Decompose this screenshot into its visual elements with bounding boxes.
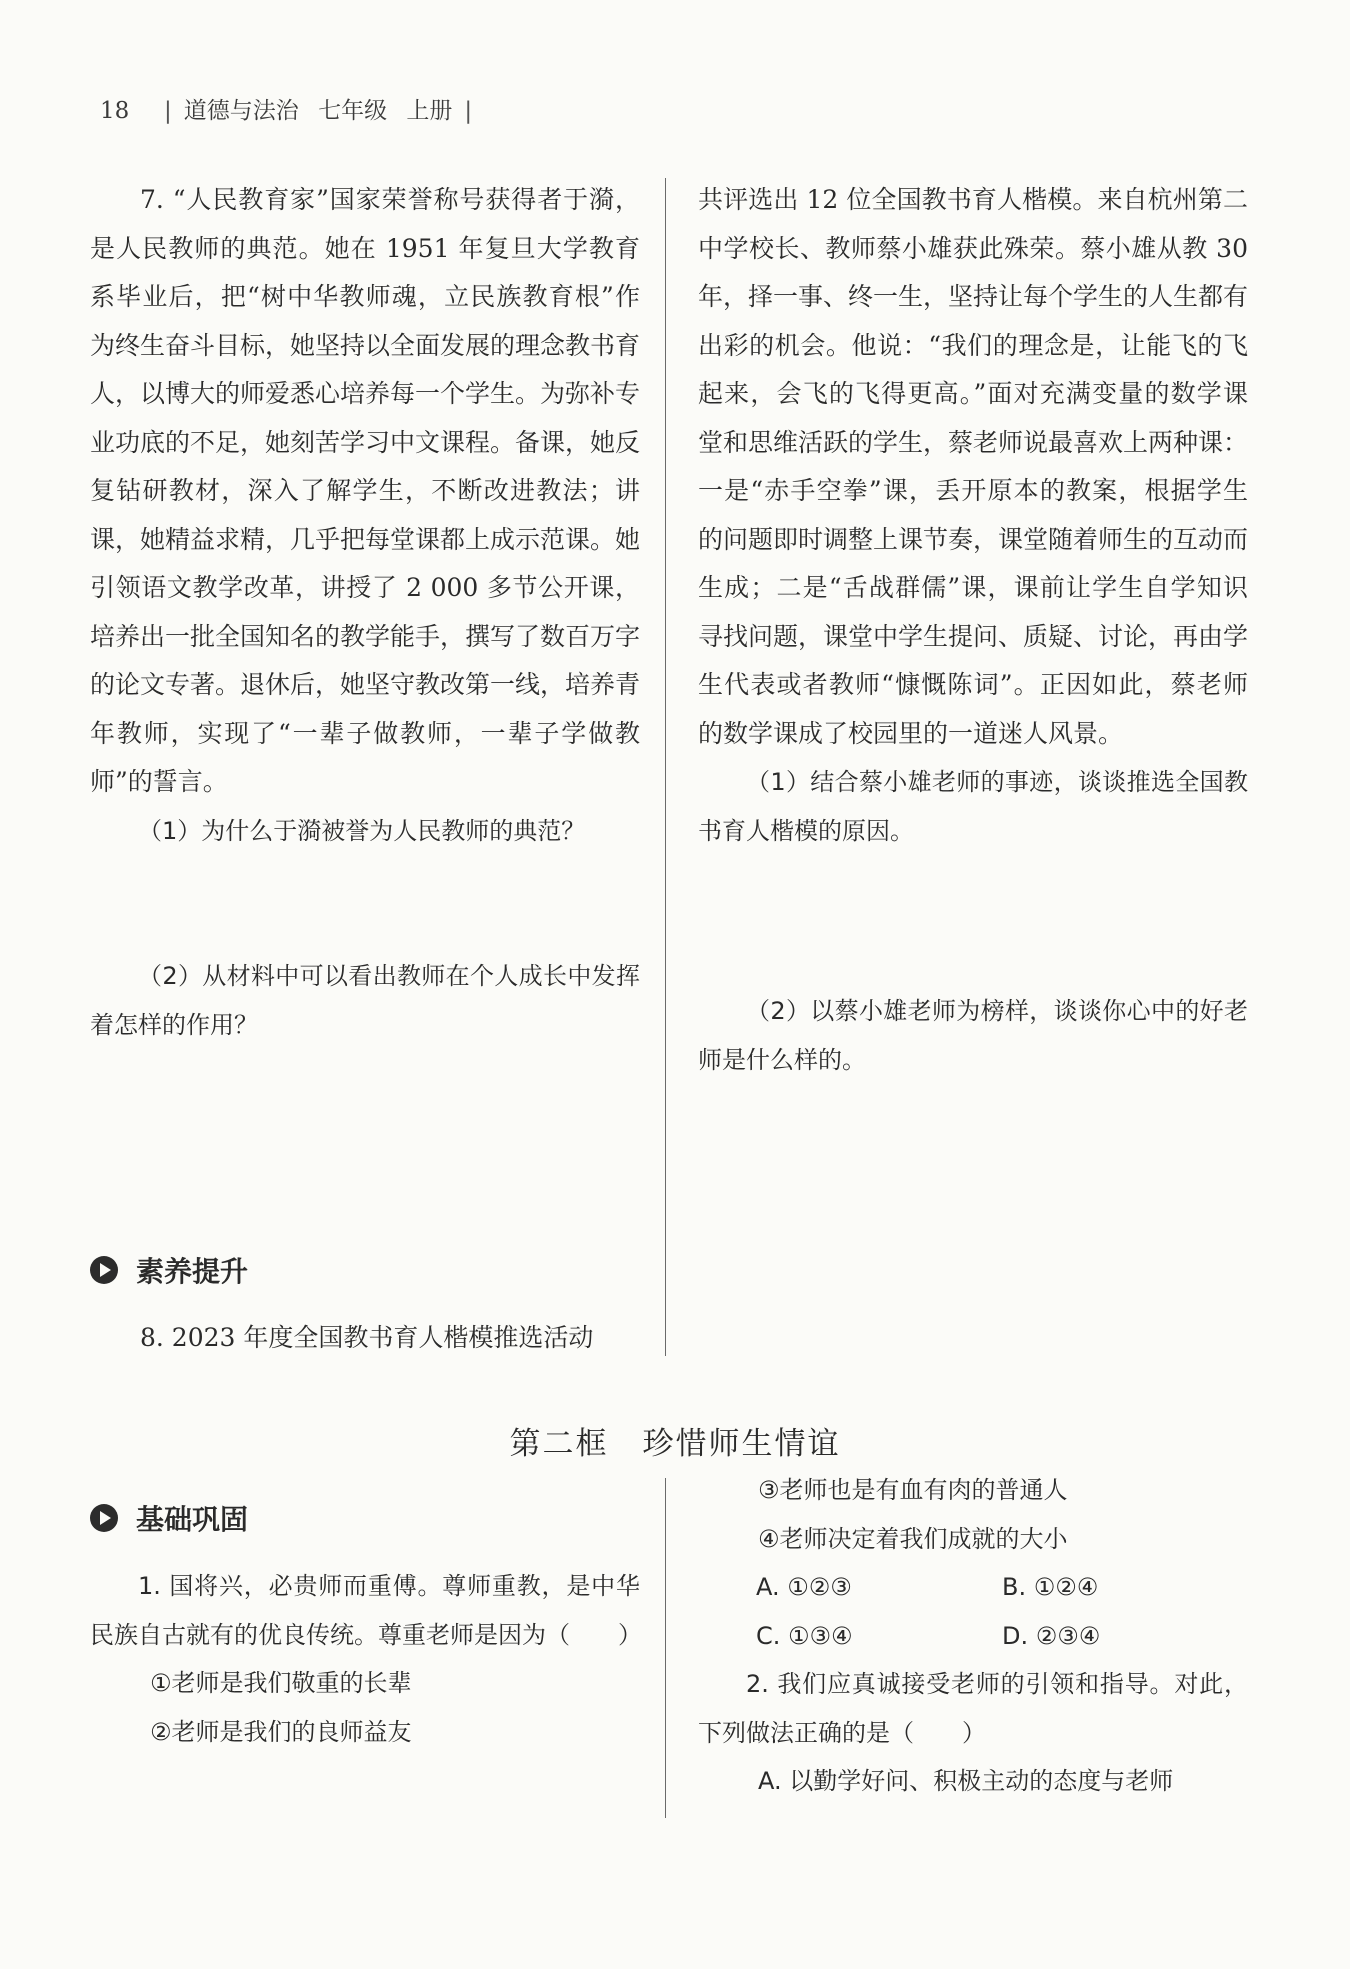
- b1-choices-row1: [698, 1563, 1248, 1612]
- section-heading-upgrade: 素养提升: [90, 1250, 248, 1290]
- q7-sub2: （2）从材料中可以看出教师在个人成长中发挥着怎样的作用？: [90, 962, 640, 1039]
- page-header: 18 | 道德与法治 七年级 上册 |: [100, 98, 473, 124]
- page-number: 18: [100, 98, 130, 124]
- b2-stem: 2. 我们应真诚接受老师的引领和指导。对此，下列做法正确的是（ ）: [698, 1670, 1248, 1747]
- basic-question-1: [90, 1562, 640, 1756]
- b1-option-2: ②老师是我们的良师益友: [150, 1717, 412, 1746]
- q7-sub1: （1）为什么于漪被誉为人民教师的典范？: [138, 816, 586, 845]
- book-title: 道德与法治: [183, 98, 299, 124]
- b1-option-4: ④老师决定着我们成就的大小: [758, 1524, 1068, 1553]
- volume-label: 上册: [406, 98, 453, 124]
- choice-a: A. ①②③: [756, 1573, 852, 1601]
- q7-passage: 7. “人民教育家”国家荣誉称号获得者于漪，是人民教师的典范。她在 1951 年复旦大学教育系毕业后，把“树中华教师魂，立民族教育根”作为终生奋斗目标，她坚持以全面发展的理念教书育人，以博大的师爱悉心培养每一个学生。为弥补专业功底的不足，她刻苦学习中文课程。备课，她反复钻研教材，深入了解学生，不断改进教法；讲课，她精益求精，几乎把每堂课都上成示范课。她引领语文教学改革，讲授了 2 000 多节公开课，培养出一批全国知名的教学能手，撰写了数百万字的论文专著。退休后，她坚守教改第一线，培养青年教师，实现了“一辈子做教师，一辈子学做教师”的誓言。: [90, 185, 641, 796]
- choice-b: B. ①②④: [1002, 1573, 1099, 1601]
- choice-d: D. ②③④: [1002, 1621, 1101, 1650]
- grade-label: 七年级: [318, 98, 388, 124]
- basic-question-1-continued: [698, 1466, 1248, 1806]
- play-circle-icon: [90, 1504, 118, 1532]
- b1-option-1: ①老师是我们敬重的长辈: [150, 1669, 412, 1697]
- play-circle-icon: [90, 1256, 118, 1284]
- b1-stem: 1. 国将兴，必贵师而重傅。尊师重教，是中华民族自古就有的优良传统。尊重老师是因为（ ）: [90, 1572, 642, 1649]
- b1-option-3: ③老师也是有血有肉的普通人: [758, 1476, 1068, 1504]
- q8-sub2: （2）以蔡小雄老师为榜样，谈谈你心中的好老师是什么样的。: [698, 997, 1248, 1074]
- column-divider: [665, 178, 666, 1356]
- q8-passage: 共评选出 12 位全国教书育人楷模。来自杭州第二中学校长、教师蔡小雄获此殊荣。蔡小雄从教 30 年，择一事、终一生，坚持让每个学生的人生都有出彩的机会。他说：“我们的理念是，让能飞的飞起来，会飞的飞得更高。”面对充满变量的数学课堂和思维活跃的学生，蔡老师说最喜欢上两种课：一是“赤手空拳”课，丢开原本的教案，根据学生的问题即时调整上课节奏，课堂随着师生的互动而生成；二是“舌战群儒”课，课前让学生自学知识寻找问题，课堂中学生提问、质疑、讨论，再由学生代表或者教师“慷慨陈词”。正因如此，蔡老师的数学课成了校园里的一道迷人风景。: [698, 185, 1249, 748]
- q8-sub1: （1）结合蔡小雄老师的事迹，谈谈推选全国教书育人楷模的原因。: [698, 768, 1248, 845]
- question-8-continued: [698, 176, 1248, 1084]
- column-divider: [665, 1478, 666, 1818]
- b2-choice-a: A. 以勤学好问、积极主动的态度与老师: [758, 1767, 1174, 1795]
- frame-title: 第二框 珍惜师生情谊: [509, 1426, 841, 1462]
- b1-choices-row2: [698, 1612, 1248, 1661]
- question-7: [90, 176, 640, 1049]
- choice-c: C. ①③④: [756, 1621, 853, 1650]
- section-heading-basic: 基础巩固: [90, 1498, 248, 1538]
- q8-intro: 8. 2023 年度全国教书育人楷模推选活动: [140, 1323, 594, 1352]
